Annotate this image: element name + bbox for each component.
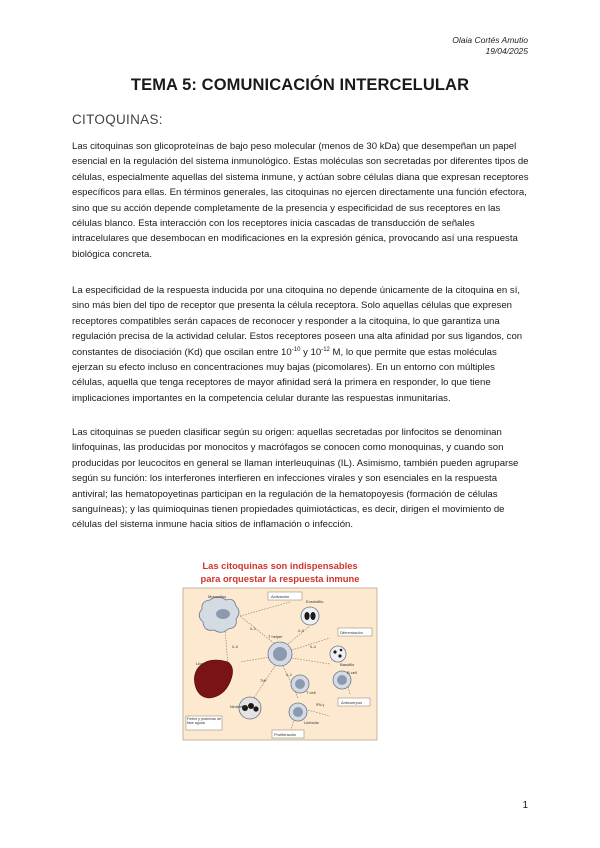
- activation-label: Activación: [271, 594, 290, 599]
- cytokine-tag: IL-2: [286, 673, 292, 677]
- paragraph-definition: Las citoquinas son glicoproteínas de bajo peso molecular (menos de 30 kDa) que desempeñan un papel esencial en la regulación del sistema inmunológico. Estas moléculas son secretadas por diferentes tipos de células, especialmente aquellas del sistema inmune, y actúan sobre células diana que expresan receptores específicos para ellas. En términos generales, las citoquinas no ejercen directamente una función efectora, sino que su acción depende completamente de la presencia y especificidad de sus receptores en las células blanco. Esta interacción con los receptores inicia cascadas de transducción de señales intracelulares que desembocan en modificaciones en la expresión génica, provocando así una respuesta biológica concreta.: [72, 141, 529, 260]
- cytokine-tag: IL-6: [232, 645, 238, 649]
- paragraph-classification: Las citoquinas se pueden clasificar según su origen: aquellas secretadas por linfocitos se denominan linfoquinas, las producidas por monocitos y macrófagos se conocen como monoquinas, y cuando son producidas por leucocitos en general se llaman interleuquinas (IL). Asimismo, también pueden agruparse según su función: los interferones interfieren en infecciones virales y son esenciales en la respuesta antiviral; las hematopoyetinas participan en la regulación de la hematopoyesis (formación de células sanguíneas); y las quimioquinas tienen propiedades quimiotácticas, es decir, dirigen el movimiento de células del sistema inmune hacia sitios de inflamación o infección.: [72, 427, 519, 531]
- eosinophil-label: Eosinófilo: [306, 599, 324, 604]
- basophil-cell: [330, 646, 346, 662]
- differentiation-label: Diferenciación: [340, 631, 363, 635]
- cytokine-figure: [180, 560, 380, 742]
- figure-title: [180, 560, 380, 585]
- monocyte-label: Monocitos: [208, 594, 227, 599]
- paragraph-specificity: [72, 283, 530, 406]
- proliferation-label: Proliferación: [274, 732, 297, 737]
- page-number: 1: [522, 800, 528, 811]
- paragraph-text: La especificidad de la respuesta inducida por una citoquina no depende únicamente de la citoquina en sí, sino más bien del tipo de receptor que presenta la célula receptora. Solo aquellas células que expresen receptores compatibles serán capaces de reconocer y responder a la citoquina, lo que garantiza una regulación precisa de la actividad celular. Estos receptores poseen una alta afinidad por sus ligandos, con constantes de disociación (Kd) que oscilan entre 10: [72, 285, 523, 358]
- basophil-label: Basófilo: [340, 662, 355, 667]
- figure-title-line: Las citoquinas son indispensables: [202, 560, 358, 571]
- t-cell-label: T cell: [306, 690, 316, 695]
- paragraph-text: M, lo que permite que estas moléculas ejerzan su efecto incluso en concentraciones muy bajas (picomolares). En un entorno con múltiples células, aquella que tenga receptores de mayor afinidad será la primera en responder, lo que tiene implicaciones importantes en la competencia celular durante las respuestas inmunitarias.: [72, 346, 497, 404]
- t-helper-label: T helper: [268, 634, 283, 639]
- cytokine-tag: IL-1: [250, 627, 256, 631]
- b-cell-label: B cell: [347, 670, 357, 675]
- fever-label-wrapper: [187, 717, 221, 729]
- exponent: -10: [291, 346, 301, 353]
- paragraph-text: y 10: [300, 346, 322, 358]
- document-date: 19/04/2025: [485, 46, 528, 56]
- cytotoxic-label: Linfocito: [304, 720, 319, 725]
- cytokine-tag: IFN-γ: [316, 703, 325, 707]
- eosinophil-cell: [301, 607, 319, 625]
- cytokine-tag: TNF: [260, 679, 267, 683]
- monocyte-cell: [199, 597, 239, 632]
- liver-label: Liver: [196, 661, 205, 666]
- neutrophil-label: Neutrófilo: [230, 705, 246, 709]
- t-helper-cell: [268, 642, 292, 666]
- page-header: [452, 35, 528, 57]
- cytotoxic-cell: [289, 703, 307, 721]
- antibodies-label: Anticuerpos: [341, 700, 363, 705]
- document-title: TEMA 5: COMUNICACIÓN INTERCELULAR: [130, 76, 470, 94]
- author-name: Olaia Cortés Amutio: [452, 35, 528, 45]
- cytokine-diagram: [180, 586, 380, 742]
- fever-label: Fiebre y proteínas de fase aguda: [187, 717, 221, 726]
- section-heading: CITOQUINAS:: [72, 112, 163, 127]
- cytokine-tag: IL-5: [298, 629, 304, 633]
- cytokine-tag: IL-4: [310, 645, 316, 649]
- figure-title-line: para orquestar la respuesta inmune: [200, 572, 360, 584]
- exponent: -12: [321, 346, 330, 353]
